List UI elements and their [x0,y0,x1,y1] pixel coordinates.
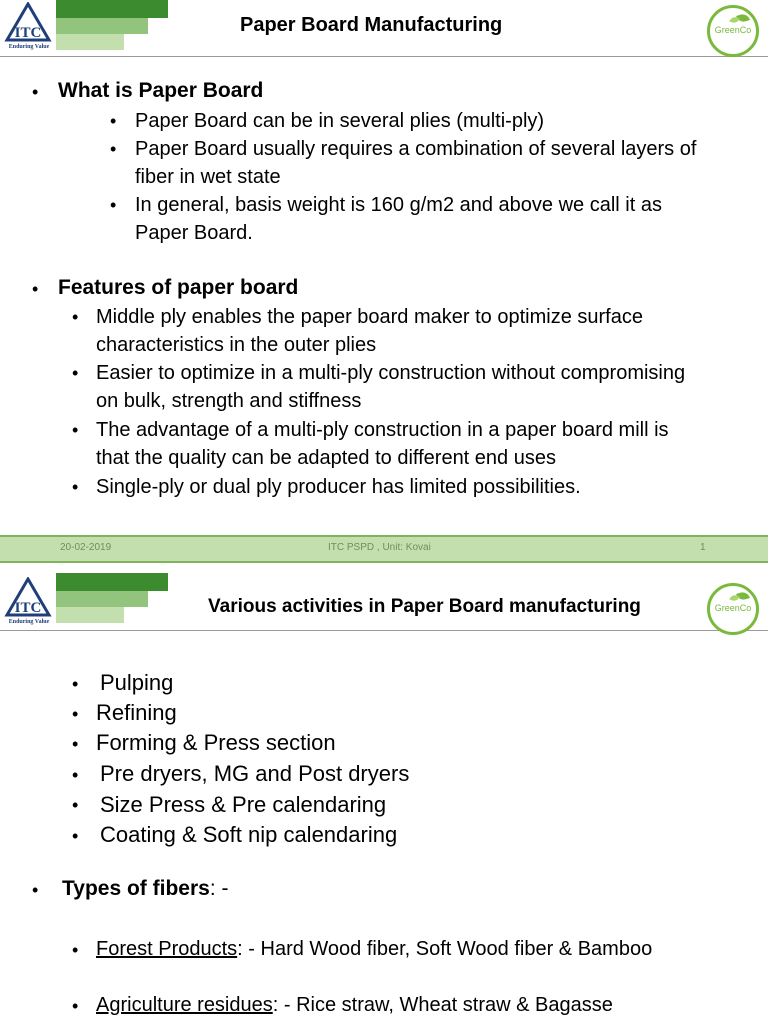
logo-tagline: Enduring Value [8,44,50,50]
activity-item: Pre dryers, MG and Post dryers [100,761,410,786]
activity-item: Forming & Press section [96,730,336,755]
bullet-icon: • [72,826,79,846]
bullet-icon: • [72,363,79,383]
activity-item: Pulping [100,670,174,695]
list-item-line: characteristics in the outer plies [96,334,377,356]
list-item-line: The advantage of a multi-ply construction in a paper board mill is [96,419,669,441]
activity-item: Size Press & Pre calendaring [100,792,387,817]
bullet-icon: • [110,139,117,159]
fiber-item: Forest Products: - Hard Wood fiber, Soft Wood fiber & Bamboo [96,938,653,960]
footer-date: 20-02-2019 [60,542,112,553]
bullet-icon: • [72,477,79,497]
greenco-logo-text: GreenCo [714,603,752,613]
greenco-logo-text: GreenCo [714,25,752,35]
bullet-icon: • [72,734,79,754]
itc-logo-icon [3,577,53,629]
activity-item: Refining [96,700,177,725]
header-bar-mid [56,591,148,607]
logo-tagline: Enduring Value [8,619,50,625]
bullet-icon: • [32,82,39,102]
fiber-item: Agriculture residues: - Rice straw, Wheat straw & Bagasse [96,994,613,1016]
header-bar-mid [56,18,148,34]
header-bar-light [56,607,124,623]
itc-logo-icon [3,2,53,54]
bullet-icon: • [72,795,79,815]
list-item-line: Middle ply enables the paper board maker to optimize surface [96,306,643,328]
list-item-line: Easier to optimize in a multi-ply construction without compromising [96,362,686,384]
header-bar-dark [56,573,168,591]
header-divider [0,630,768,631]
slide-title: Various activities in Paper Board manufacturing [208,596,641,617]
bullet-icon: • [72,940,79,960]
bullet-icon: • [72,674,79,694]
bullet-icon: • [32,279,39,299]
list-item-line: Paper Board. [135,222,253,244]
list-item-line: Single-ply or dual ply producer has limited possibilities. [96,476,581,498]
list-item-line: on bulk, strength and stiffness [96,390,362,412]
bullet-icon: • [32,880,39,900]
list-item-line: Paper Board usually requires a combination of several layers of [135,138,697,160]
list-item-line: Paper Board can be in several plies (multi-ply) [135,110,545,132]
bullet-icon: • [110,111,117,131]
list-item-line: In general, basis weight is 160 g/m2 and above we call it as [135,194,662,216]
fibers-heading: Types of fibers: - [62,877,229,900]
slide-footer [0,535,768,563]
bullet-icon: • [72,765,79,785]
svg-text:ITC: ITC [14,600,42,616]
list-item-line: that the quality can be adapted to different end uses [96,447,556,469]
bullet-icon: • [72,307,79,327]
svg-text:ITC: ITC [14,25,42,41]
bullet-icon: • [72,996,79,1016]
section-heading: What is Paper Board [58,79,264,102]
bullet-icon: • [110,195,117,215]
slide-2 [0,573,768,1024]
list-item-line: fiber in wet state [135,166,281,188]
header-bar-dark [56,0,168,18]
section-heading: Features of paper board [58,276,299,299]
footer-center-text: ITC PSPD , Unit: Kovai [328,542,431,553]
bullet-icon: • [72,704,79,724]
footer-page-number: 1 [700,542,706,553]
activity-item: Coating & Soft nip calendaring [100,822,398,847]
slide-title: Paper Board Manufacturing [240,14,503,36]
bullet-icon: • [72,420,79,440]
greenco-logo-icon [707,5,759,57]
header-divider [0,56,768,57]
greenco-logo-icon [707,583,759,635]
header-bar-light [56,34,124,50]
